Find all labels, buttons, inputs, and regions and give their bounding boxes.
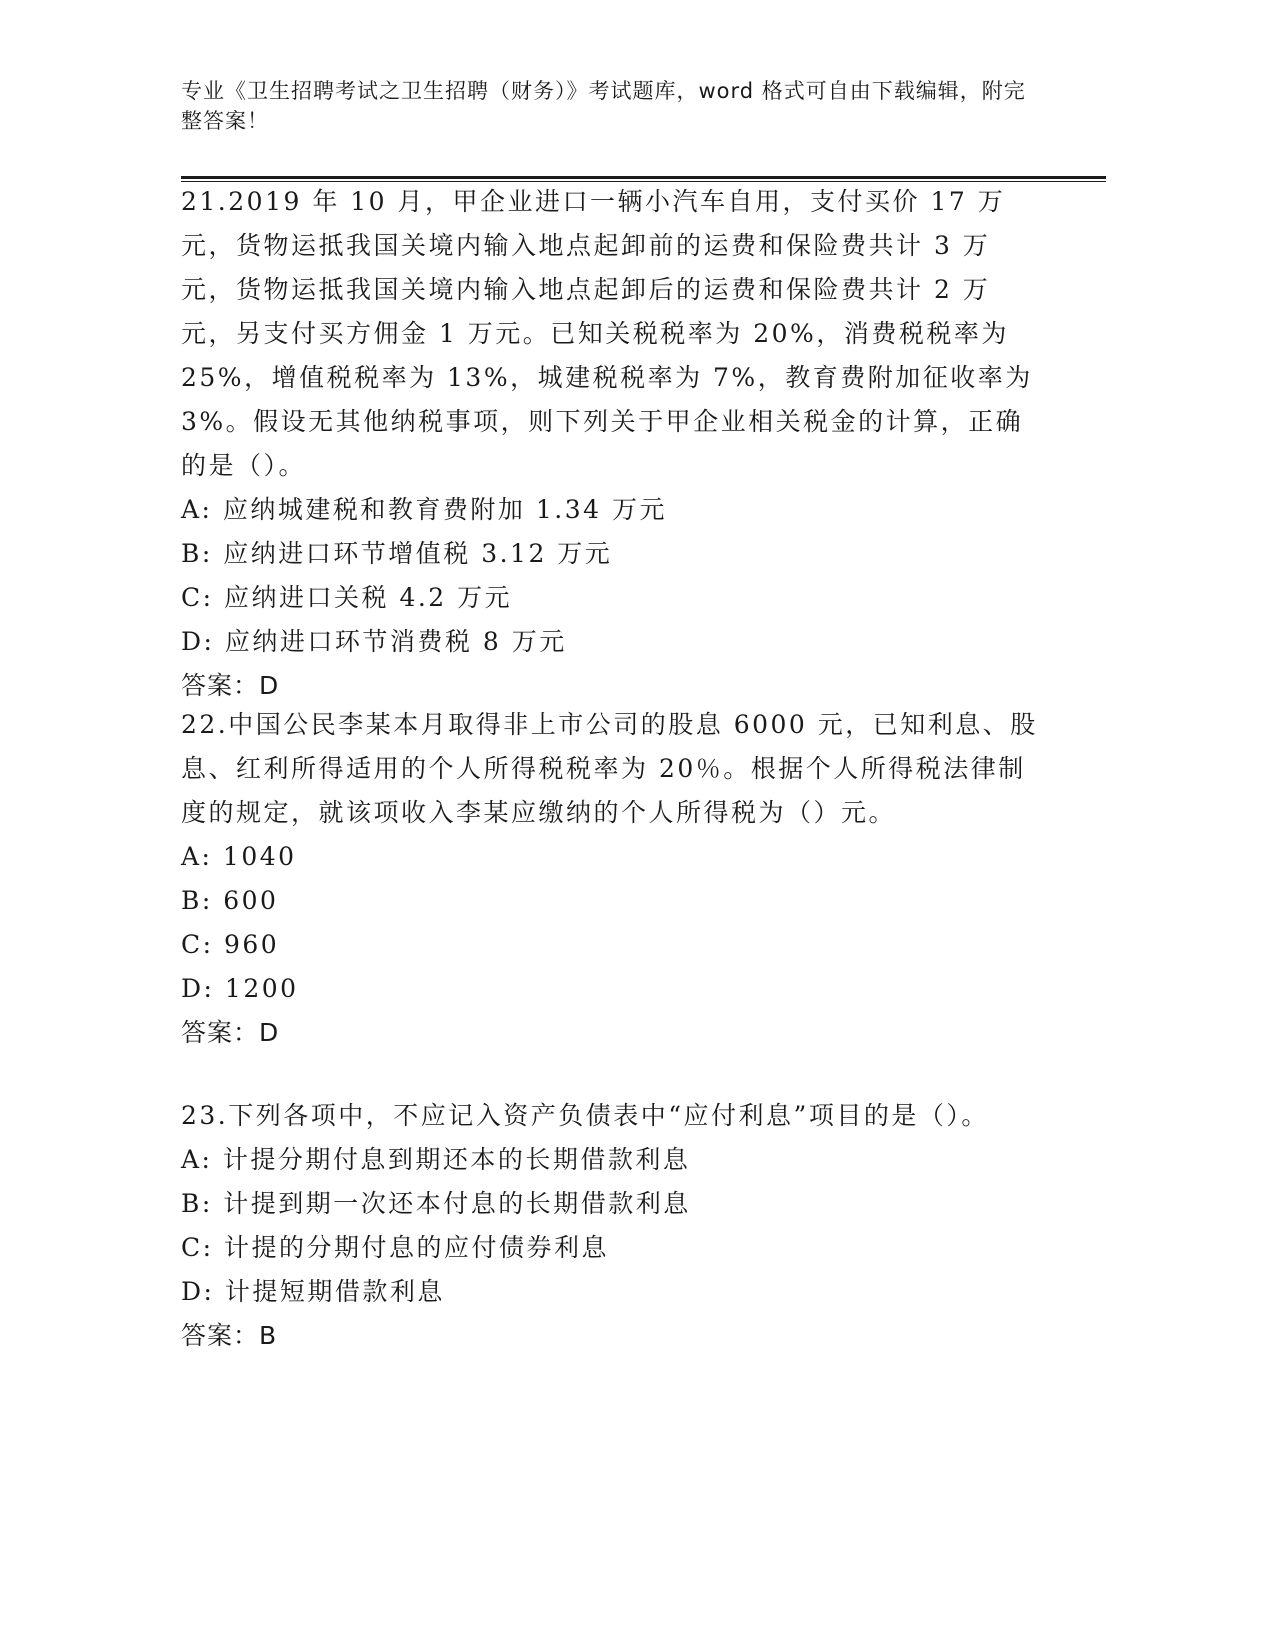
question-23 — [181, 1094, 1041, 1358]
option-a: A: 计提分期付息到期还本的长期借款利息 — [181, 1145, 691, 1174]
option-b: B: 计提到期一次还本付息的长期借款利息 — [181, 1189, 691, 1218]
question-stem: 23.下列各项中，不应记入资产负债表中“应付利息”项目的是（）。 — [181, 1101, 989, 1130]
answer-line: 答案：B — [181, 1321, 278, 1350]
option-d: D: 应纳进口环节消费税 8 万元 — [181, 627, 567, 656]
option-c: C: 计提的分期付息的应付债券利息 — [181, 1233, 609, 1262]
question-21 — [181, 180, 1041, 708]
option-b: B: 600 — [181, 886, 279, 915]
option-b: B: 应纳进口环节增值税 3.12 万元 — [181, 539, 613, 568]
question-22 — [181, 703, 1041, 1055]
option-d: D: 1200 — [181, 974, 299, 1003]
header-divider-thick — [181, 176, 1106, 179]
option-c: C: 960 — [181, 930, 280, 959]
document-header: 专业《卫生招聘考试之卫生招聘（财务）》考试题库，word 格式可自由下载编辑，附完整答案！ — [181, 79, 1026, 133]
question-stem: 22.中国公民李某本月取得非上市公司的股息 6000 元，已知利息、股息、红利所得适用的个人所得税税率为 20％。根据个人所得税法律制度的规定，就该项收入李某应缴纳的个人所得税为（）元。 — [181, 710, 1038, 827]
answer-line: 答案：D — [181, 1018, 280, 1047]
option-d: D: 计提短期借款利息 — [181, 1277, 445, 1306]
question-stem: 21.2019 年 10 月，甲企业进口一辆小汽车自用，支付买价 17 万元，货物运抵我国关境内输入地点起卸前的运费和保险费共计 3 万元，货物运抵我国关境内输入地点起卸后的运费和保险费共计 2 万元，另支付买方佣金 1 万元。已知关税税率为 20%，消费税税率为 25%，增值税税率为 13%，城建税税率为 7%，教育费附加征收率为 3%。假设无其他纳税事项，则下列关于甲企业相关税金的计算，正确的是（）。 — [181, 187, 1033, 480]
answer-line: 答案：D — [181, 671, 280, 700]
option-a: A: 应纳城建税和教育费附加 1.34 万元 — [181, 495, 667, 524]
option-c: C: 应纳进口关税 4.2 万元 — [181, 583, 513, 612]
option-a: A: 1040 — [181, 842, 297, 871]
